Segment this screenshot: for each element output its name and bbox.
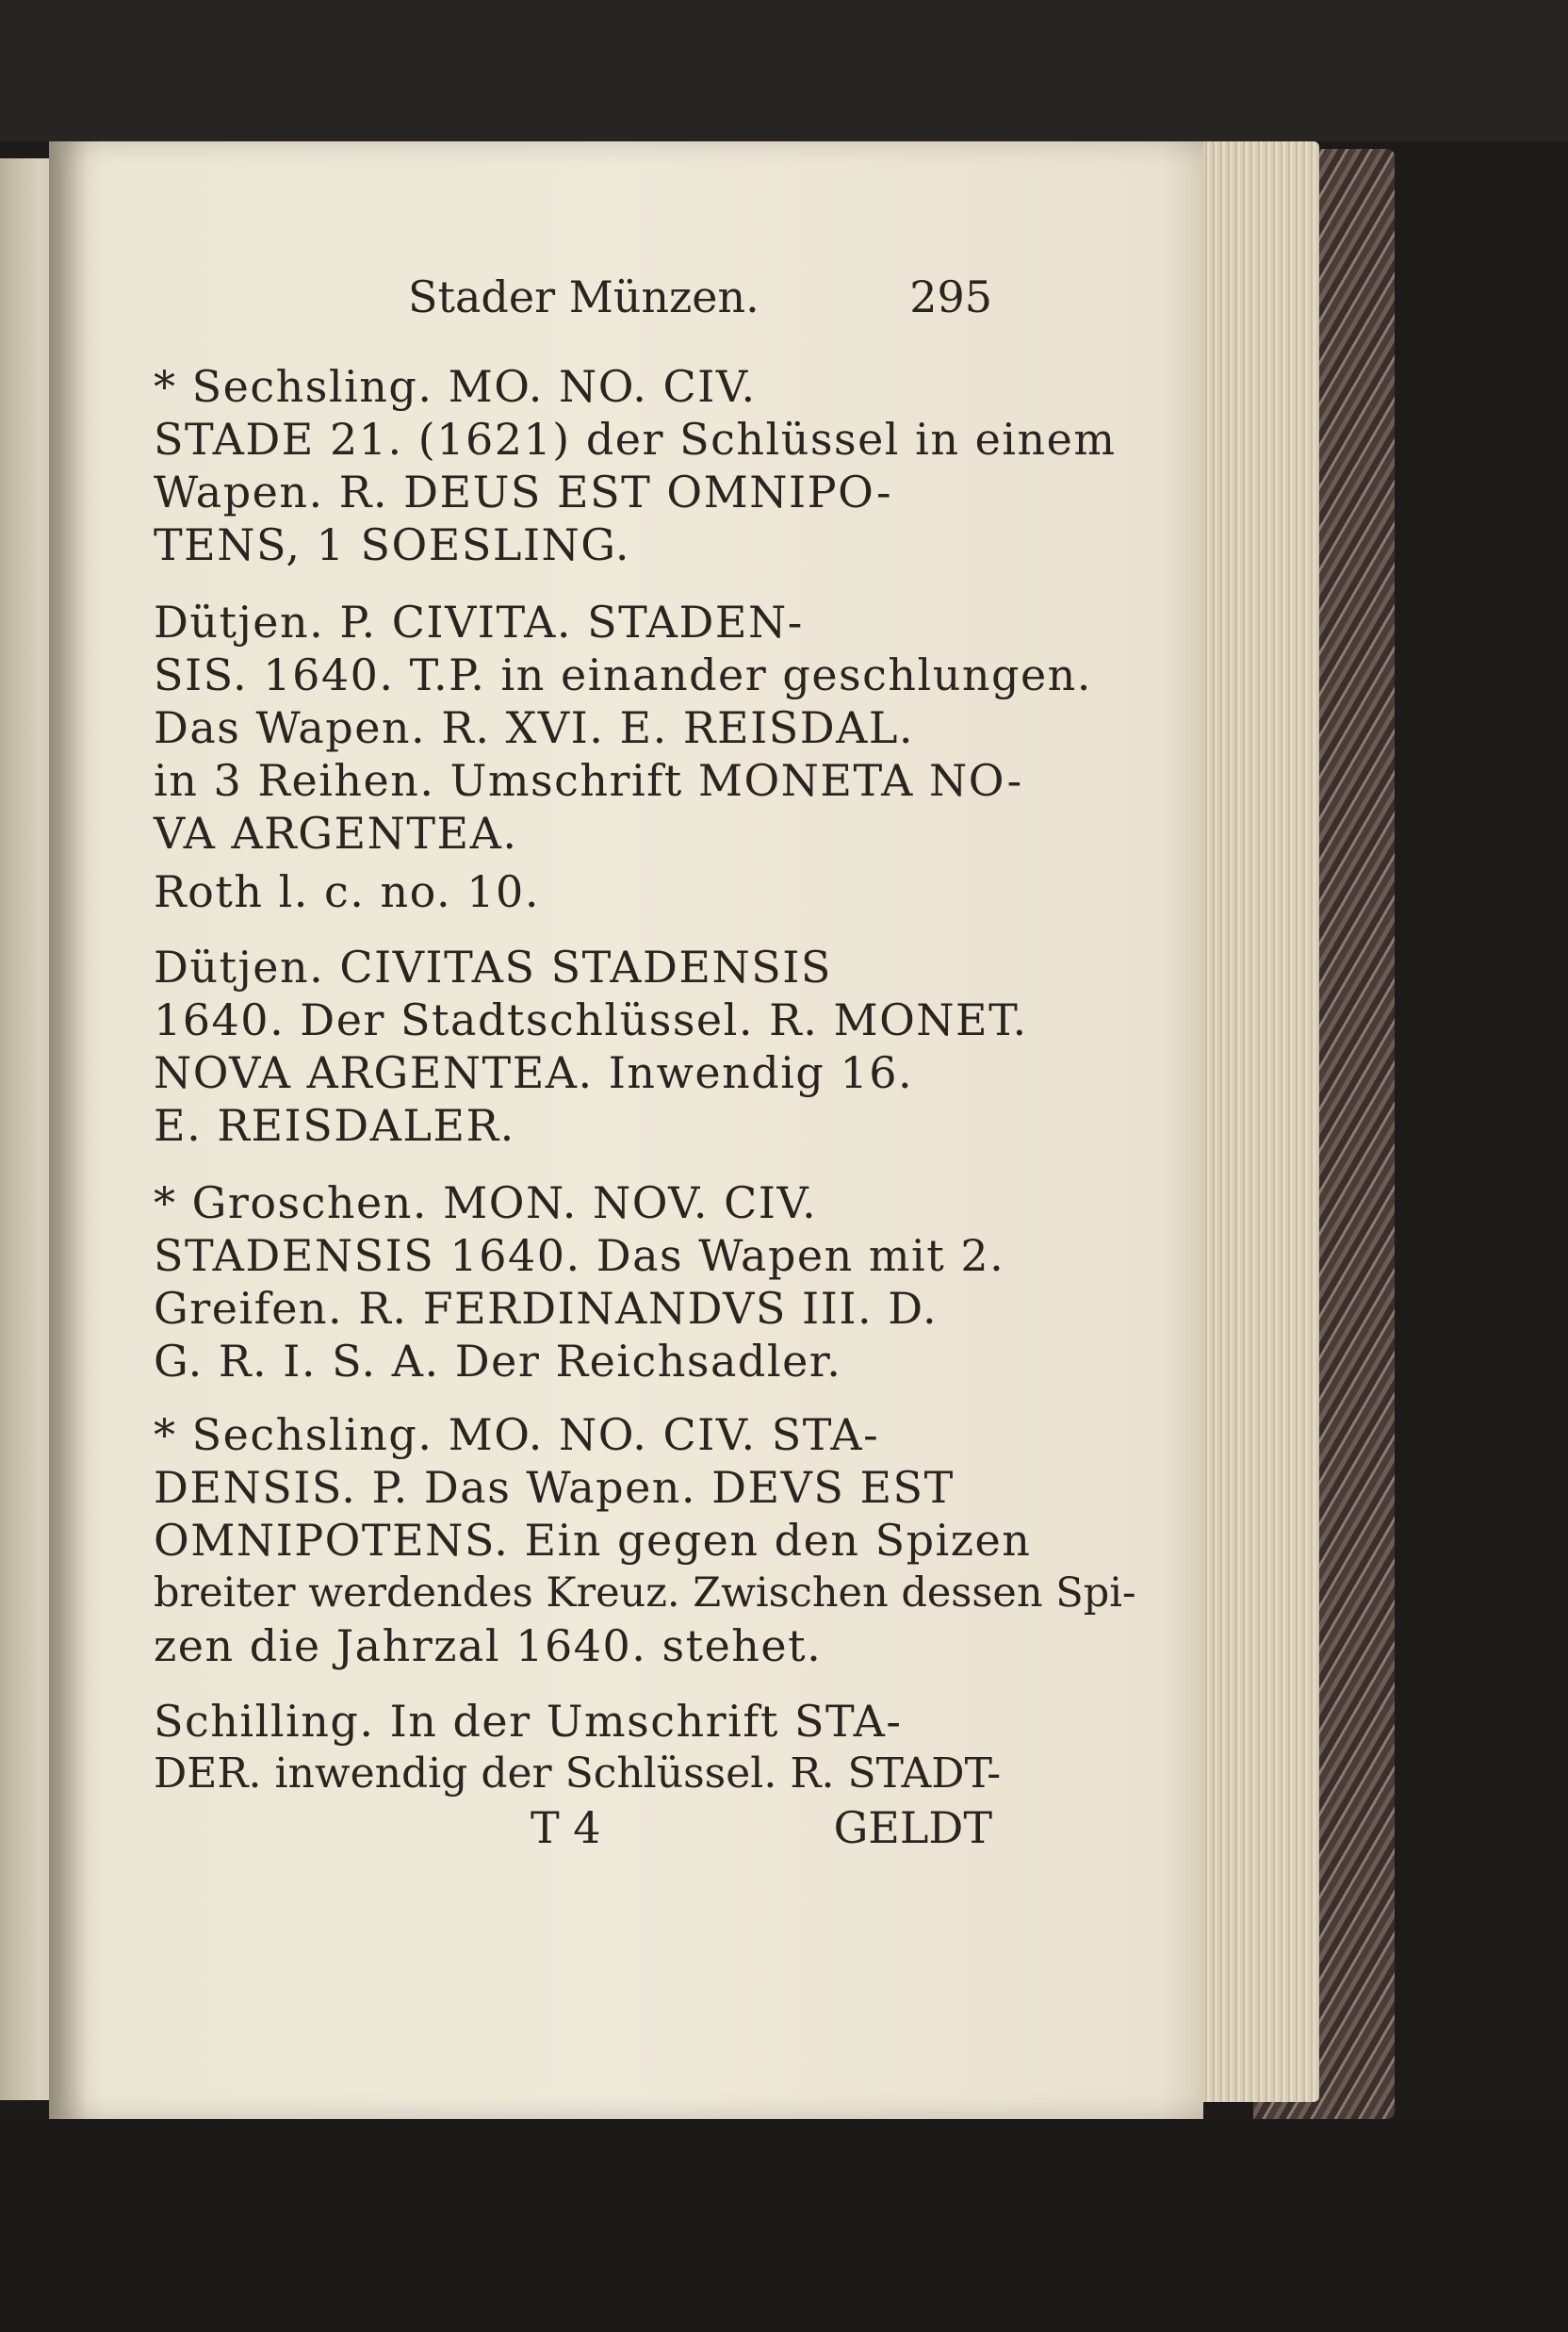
text-line: Das Wapen. R. XVI. E. REISDAL.	[154, 702, 915, 753]
page-number: 295	[909, 271, 992, 322]
text-line: 1640. Der Stadtschlüssel. R. MONET.	[154, 994, 1028, 1045]
text-line: DENSIS. P. Das Wapen. DEVS EST	[154, 1462, 955, 1513]
text-line: E. REISDALER.	[154, 1100, 515, 1151]
background-top	[0, 0, 1568, 141]
text-line: zen die Jahrzal 1640. stehet.	[154, 1620, 823, 1671]
text-line: breiter werdendes Kreuz. Zwischen dessen Spi-	[154, 1569, 1136, 1617]
running-head: Stader Münzen.	[408, 271, 760, 322]
text-line: SIS. 1640. T.P. in einander geschlungen.	[154, 649, 1092, 700]
text-line: G. R. I. S. A. Der Reichsadler.	[154, 1336, 842, 1387]
background-bottom	[0, 2121, 1568, 2332]
catchword: GELDT	[833, 1802, 992, 1853]
text-line: Greifen. R. FERDINANDVS III. D.	[154, 1283, 939, 1334]
signature-mark: T 4	[531, 1802, 601, 1853]
text-line: NOVA ARGENTEA. Inwendig 16.	[154, 1047, 914, 1098]
text-line: * Sechsling. MO. NO. CIV.	[154, 361, 757, 412]
text-line: Schilling. In der Umschrift STA-	[154, 1696, 903, 1747]
text-line: in 3 Reihen. Umschrift MONETA NO-	[154, 755, 1023, 806]
text-line: Dütjen. CIVITAS STADENSIS	[154, 942, 832, 993]
text-line: Dütjen. P. CIVITA. STADEN-	[154, 597, 804, 648]
text-line: TENS, 1 SOESLING.	[154, 519, 631, 570]
text-line: DER. inwendig der Schlüssel. R. STADT-	[154, 1749, 1002, 1798]
text-line: * Sechsling. MO. NO. CIV. STA-	[154, 1409, 880, 1460]
text-line: * Groschen. MON. NOV. CIV.	[154, 1177, 818, 1228]
page-edges	[1187, 141, 1319, 2102]
page-footer	[154, 1802, 992, 1859]
text-line: STADENSIS 1640. Das Wapen mit 2.	[154, 1230, 1005, 1281]
text-line: Roth l. c. no. 10.	[154, 866, 540, 917]
text-line: STADE 21. (1621) der Schlüssel in einem	[154, 414, 1117, 465]
text-line: VA ARGENTEA.	[154, 808, 518, 859]
page-header	[154, 271, 992, 328]
text-line: OMNIPOTENS. Ein gegen den Spizen	[154, 1515, 1032, 1566]
text-line: Wapen. R. DEUS EST OMNIPO-	[154, 467, 893, 517]
gutter-shadow	[49, 141, 87, 2119]
